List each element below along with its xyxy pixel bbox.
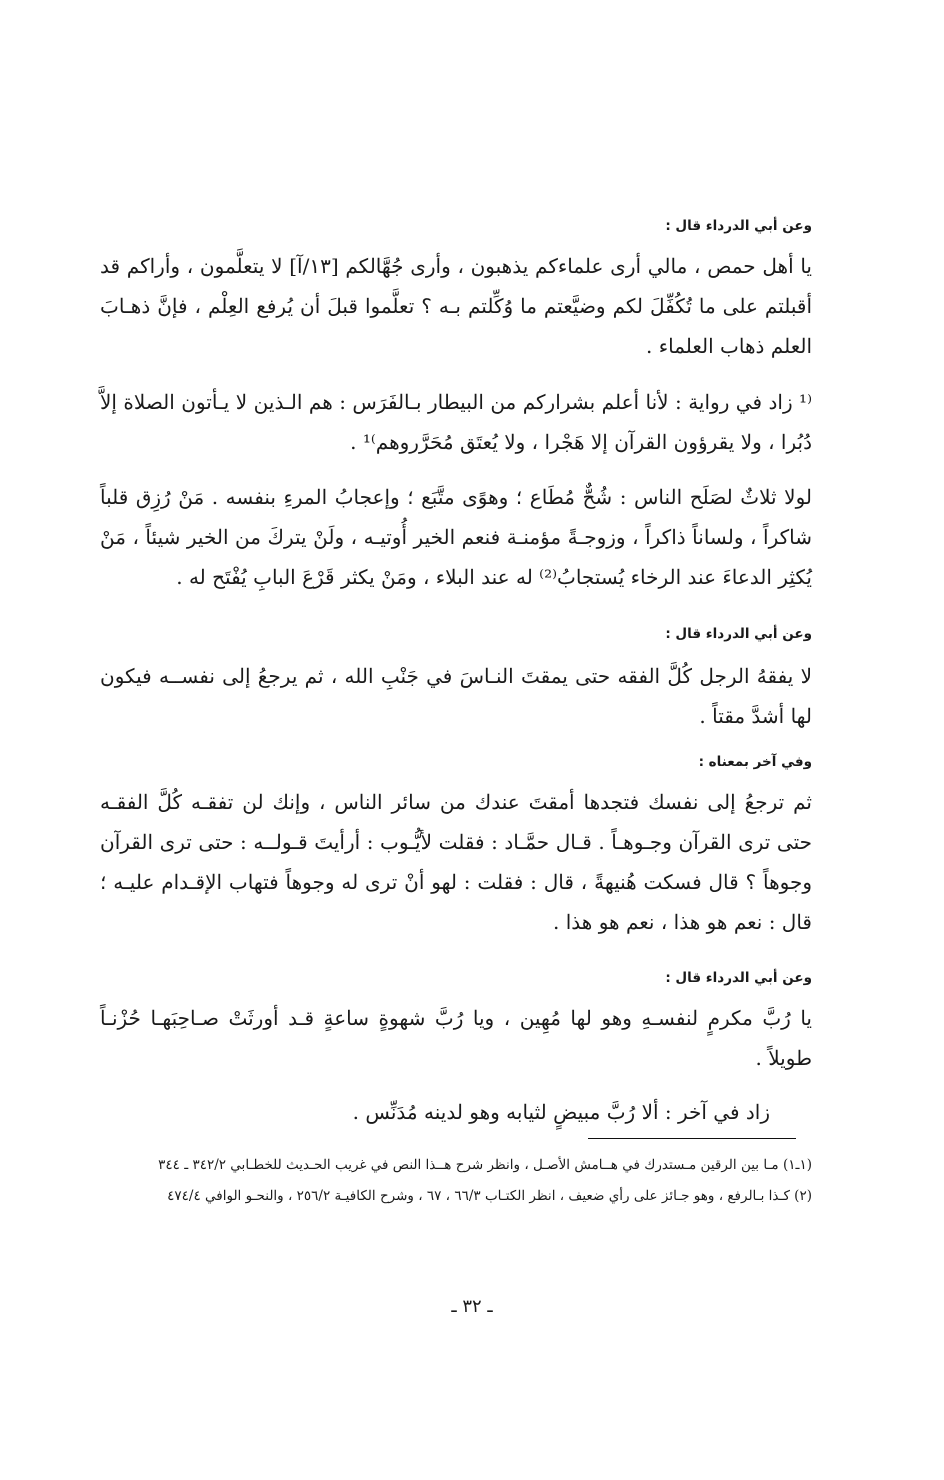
paragraph-text: يا أهل حمص ، مالي أرى علماءكم يذهبون ، وأرى جُهَّالكم [١٣/آ] لا يتعلَّمون ، وأراكم قد أقبلتم على ما تُكُفِّلَ لكم وضيَّعتم ما وُكِّلتم بـه ؟ تعلَّموا قبلَ أن يُرفع العِلْم ، فإنَّ ذهـابَ العلم ذهاب العلماء .: [100, 254, 813, 358]
section-paragraph: [100, 477, 812, 597]
section-heading: وفي آخر بمعناه :: [698, 754, 812, 770]
section-paragraph: [100, 246, 812, 366]
section-paragraph: [100, 656, 812, 736]
variant-paragraph: [100, 382, 812, 462]
section-heading: وعن أبي الدرداء قال :: [665, 970, 812, 986]
section-paragraph: [100, 998, 812, 1078]
footnote: (٢) كـذا بـالرفع ، وهو جـائز على رأي ضعيف ، انظر الكتـاب ٦٦/٣ ، ٦٧ ، وشرح الكافيـة ٢٥٦/٢ ، والنحـو الوافي ٤٧٤/٤: [167, 1188, 812, 1204]
paragraph-text: لا يفقهُ الرجل كُلَّ الفقه حتى يمقتَ النـاسَ في جَنْبِ الله ، ثم يرجعُ إلى نفســه فيكون لها أشدَّ مقتاً .: [100, 664, 812, 728]
section-heading: وعن أبي الدرداء قال :: [665, 218, 812, 234]
paragraph-text: ثم ترجعُ إلى نفسك فتجدها أمقتَ عندك من سائر الناس ، وإنك لن تفقـه كُلَّ الفقـه حتى ترى القرآن وجـوهـاً . قـال حمَّـاد : فقلت لأيُّـوب : أرأيتَ قـولــه : حتى ترى القرآن وجوهاً ؟ قال فسكت هُنيهةً ، قال : فقلت : لهو أنْ ترى له وجوهاً فتهاب الإقـدام عليـه ؛ قال : نعم هو هذا ، نعم هو هذا .: [100, 790, 812, 934]
footnote-separator: [588, 1138, 796, 1139]
paragraph-text: لولا ثلاثٌ لصَلَح الناس : شُحٌّ مُطَاع ؛ وهوًى متَّبَع ؛ وإعجابُ المرءِ بنفسه . مَنْ رُزِق قلباً شاكراً ، ولساناً ذاكراً ، وزوجـةً مؤمنـة فنعم الخير أُوتيـه ، ولَنْ يتركَ من الخير شيئاً ، مَنْ يُكثِر الدعاءَ عند الرخاء يُستجابُ⁽²⁾ له عند البلاء ، ومَنْ يكثر قَرْعَ البابِ يُفْتَح له .: [100, 485, 812, 589]
section-heading: وعن أبي الدرداء قال :: [665, 626, 812, 642]
paragraph-text: ⁽¹ زاد في رواية : لأنا أعلم بشراركم من البيطار بـالفَرَس : هم الـذين لا يـأتون الصلاة إلاَّ دُبُرا ، ولا يقرؤون القرآن إلا هَجْرا ، ولا يُعتَق مُحَرَّروهم⁾¹ .: [100, 390, 812, 454]
paragraph-text: يا رُبَّ مكرمٍ لنفسـهِ وهو لها مُهِين ، ويا رُبَّ شهوةٍ ساعةٍ قـد أورثَتْ صـاحِبَهـا حُزْنـاً طويلاً .: [100, 1006, 812, 1070]
footnotes: [100, 1150, 812, 1212]
addition-line: زاد في آخر : ألا رُبَّ مبيضٍ لثيابه وهو لدينه مُدَنِّس .: [352, 1100, 770, 1124]
footnote: (١ـ١) مـا بين الرقين مـستدرك في هــامش الأصـل ، وانظر شرح هــذا النص في غريب الحـديث للخطـابي ٣٤٢/٢ ـ ٣٤٤: [158, 1157, 812, 1173]
section-paragraph: [100, 782, 812, 942]
page-number: ـ ٣٢ ـ: [451, 1296, 493, 1317]
